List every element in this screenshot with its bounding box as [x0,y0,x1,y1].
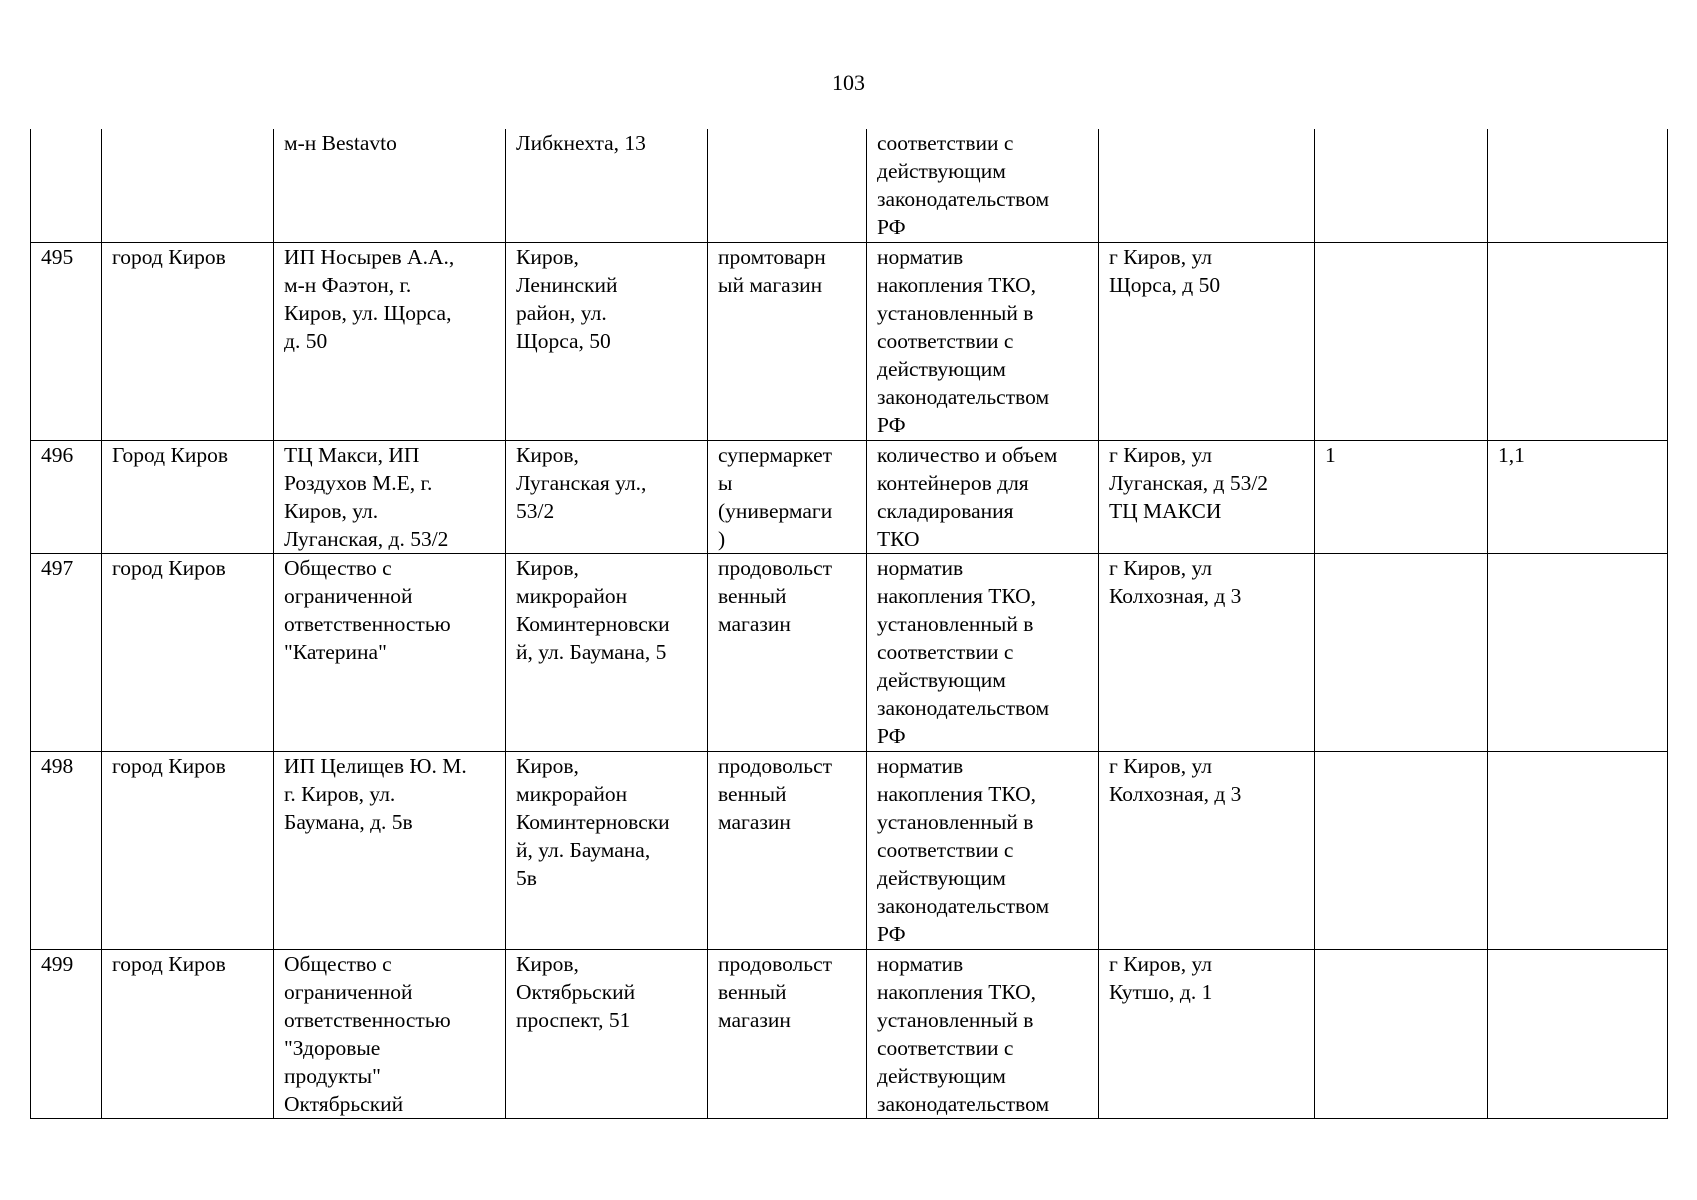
cell-line: 5в [516,865,537,890]
collection-site-cell [1099,949,1315,1118]
row-number-cell [31,129,102,242]
cell-line: норматив [877,244,964,269]
cell-line: РФ [877,412,906,437]
table-row [31,553,1668,751]
cell-line: действующим [877,159,1006,183]
locality-cell: город Киров [102,242,274,440]
address-cell [506,242,708,440]
cell-line: Щорса, д 50 [1109,272,1221,297]
cell-line: установленный в [877,1007,1034,1032]
registry-table [30,129,1668,1119]
cell-line: г Киров, ул [1109,442,1212,467]
cell-line: накопления ТКО, [877,781,1037,806]
row-number-cell: 497 [31,553,102,751]
cell-line: ТЦ МАКСИ [1109,498,1222,523]
row-number-cell: 499 [31,949,102,1118]
cell-line: Октябрьский [516,979,636,1004]
collection-site-cell [1099,553,1315,751]
cell-line: продукты" [284,1063,381,1088]
category-cell [708,242,867,440]
cell-line: г. Киров, ул. [284,781,396,806]
cell-line: венный [718,979,787,1004]
cell-line: й, ул. Баумана, 5 [516,639,667,664]
accumulation-method-cell [867,440,1099,553]
waste-source-cell [274,949,506,1118]
cell-line: ) [718,526,726,551]
cell-line: ограниченной [284,979,413,1004]
cell-line: контейнеров для [877,470,1029,495]
container-count-cell [1315,242,1488,440]
cell-line: 53/2 [516,498,555,523]
cell-line: проспект, 51 [516,1007,631,1032]
waste-source-cell [274,242,506,440]
cell-line: ответственностью [284,1007,451,1032]
cell-line: магазин [718,611,791,636]
address-cell [506,949,708,1118]
container-volume-cell: 1,1 [1488,440,1668,553]
address-cell [506,129,708,242]
cell-line: Киров, [516,244,579,269]
cell-line: ТКО [877,526,920,551]
cell-line: район, ул. [516,300,607,325]
cell-line: законодательством [877,1091,1050,1116]
category-cell [708,949,867,1118]
row-number-cell: 498 [31,751,102,949]
cell-line: микрорайон [516,781,628,806]
category-cell [708,751,867,949]
waste-source-cell [274,129,506,242]
cell-line: Либкнехта, 13 [516,131,646,155]
container-volume-cell [1488,553,1668,751]
cell-line: Баумана, д. 5в [284,809,413,834]
cell-line: Коминтерновски [516,611,670,636]
cell-line: магазин [718,809,791,834]
cell-line: Киров, [516,951,579,976]
container-count-cell [1315,751,1488,949]
cell-line: складирования [877,498,1014,523]
cell-line: действующим [877,356,1006,381]
cell-line: Луганская ул., [516,470,647,495]
cell-line: г Киров, ул [1109,951,1212,976]
cell-line: РФ [877,723,906,748]
cell-line: установленный в [877,300,1034,325]
cell-line: продовольст [718,951,833,976]
cell-line: Луганская, д. 53/2 [284,526,449,551]
table-body [31,129,1668,1118]
cell-line: Ленинский [516,272,618,297]
cell-line: ТЦ Макси, ИП [284,442,420,467]
cell-line: Киров, ул. Щорса, [284,300,452,325]
cell-line: действующим [877,1063,1006,1088]
cell-line: РФ [877,215,906,239]
cell-line: Коминтерновски [516,809,670,834]
locality-cell: Город Киров [102,440,274,553]
cell-line: Киров, ул. [284,498,379,523]
cell-line: Колхозная, д 3 [1109,781,1242,806]
table-row [31,440,1668,553]
collection-site-cell [1099,242,1315,440]
accumulation-method-cell [867,751,1099,949]
container-volume-cell [1488,751,1668,949]
cell-line: ответственностью [284,611,451,636]
cell-line: соответствии с [877,328,1014,353]
cell-line: ИП Целищев Ю. М. [284,753,467,778]
container-volume-cell [1488,242,1668,440]
cell-line: "Катерина" [284,639,387,664]
cell-line: норматив [877,753,964,778]
waste-source-cell [274,553,506,751]
waste-source-cell [274,751,506,949]
cell-line: (универмаги [718,498,833,523]
cell-line: норматив [877,951,964,976]
table-row [31,242,1668,440]
cell-line: й, ул. Баумана, [516,837,651,862]
container-count-cell [1315,949,1488,1118]
cell-line: г Киров, ул [1109,555,1212,580]
cell-line: Октябрьский [284,1091,404,1116]
cell-line: Киров, [516,442,579,467]
cell-line: соответствии с [877,1035,1014,1060]
container-volume-cell [1488,129,1668,242]
cell-line: г Киров, ул [1109,753,1212,778]
cell-line: Кутшо, д. 1 [1109,979,1213,1004]
category-cell [708,440,867,553]
cell-line: продовольст [718,753,833,778]
locality-cell: город Киров [102,949,274,1118]
cell-line: законодательством [877,695,1050,720]
cell-line: венный [718,781,787,806]
cell-line: м-н Bestavto [284,131,397,155]
cell-line: ый магазин [718,272,823,297]
cell-line: законодательством [877,893,1050,918]
category-cell [708,553,867,751]
row-number-cell: 496 [31,440,102,553]
accumulation-method-cell [867,242,1099,440]
container-count-cell [1315,129,1488,242]
cell-line: законодательством [877,384,1050,409]
accumulation-method-cell [867,129,1099,242]
cell-line: супермаркет [718,442,833,467]
cell-line: законодательством [877,187,1050,211]
container-count-cell: 1 [1315,440,1488,553]
cell-line: д. 50 [284,328,328,353]
container-count-cell [1315,553,1488,751]
cell-line: м-н Фаэтон, г. [284,272,412,297]
locality-cell [102,129,274,242]
cell-line: Щорса, 50 [516,328,611,353]
cell-line: установленный в [877,809,1034,834]
cell-line: продовольст [718,555,833,580]
container-volume-cell [1488,949,1668,1118]
cell-line: г Киров, ул [1109,244,1212,269]
cell-line: ИП Носырев А.А., [284,244,455,269]
accumulation-method-cell [867,949,1099,1118]
table-row [31,129,1668,242]
cell-line: действующим [877,865,1006,890]
locality-cell: город Киров [102,751,274,949]
table-row [31,949,1668,1118]
cell-line: количество и объем [877,442,1058,467]
cell-line: микрорайон [516,583,628,608]
row-number-cell: 495 [31,242,102,440]
address-cell [506,553,708,751]
cell-line: ограниченной [284,583,413,608]
cell-line: накопления ТКО, [877,583,1037,608]
cell-line: РФ [877,921,906,946]
accumulation-method-cell [867,553,1099,751]
collection-site-cell [1099,751,1315,949]
cell-line: промтоварн [718,244,826,269]
cell-line: накопления ТКО, [877,272,1037,297]
cell-line: накопления ТКО, [877,979,1037,1004]
cell-line: Киров, [516,753,579,778]
table-row [31,751,1668,949]
cell-line: соответствии с [877,131,1014,155]
page-number: 103 [832,70,865,95]
cell-line: Роздухов М.Е, г. [284,470,433,495]
cell-line: Общество с [284,555,392,580]
cell-line: действующим [877,667,1006,692]
cell-line: "Здоровые [284,1035,381,1060]
category-cell [708,129,867,242]
cell-line: Общество с [284,951,392,976]
collection-site-cell [1099,129,1315,242]
cell-line: норматив [877,555,964,580]
cell-line: соответствии с [877,837,1014,862]
collection-site-cell [1099,440,1315,553]
address-cell [506,751,708,949]
cell-line: Колхозная, д 3 [1109,583,1242,608]
cell-line: Киров, [516,555,579,580]
cell-line: ы [718,470,733,495]
waste-source-cell [274,440,506,553]
address-cell [506,440,708,553]
cell-line: соответствии с [877,639,1014,664]
cell-line: Луганская, д 53/2 [1109,470,1269,495]
cell-line: установленный в [877,611,1034,636]
cell-line: магазин [718,1007,791,1032]
locality-cell: город Киров [102,553,274,751]
cell-line: венный [718,583,787,608]
